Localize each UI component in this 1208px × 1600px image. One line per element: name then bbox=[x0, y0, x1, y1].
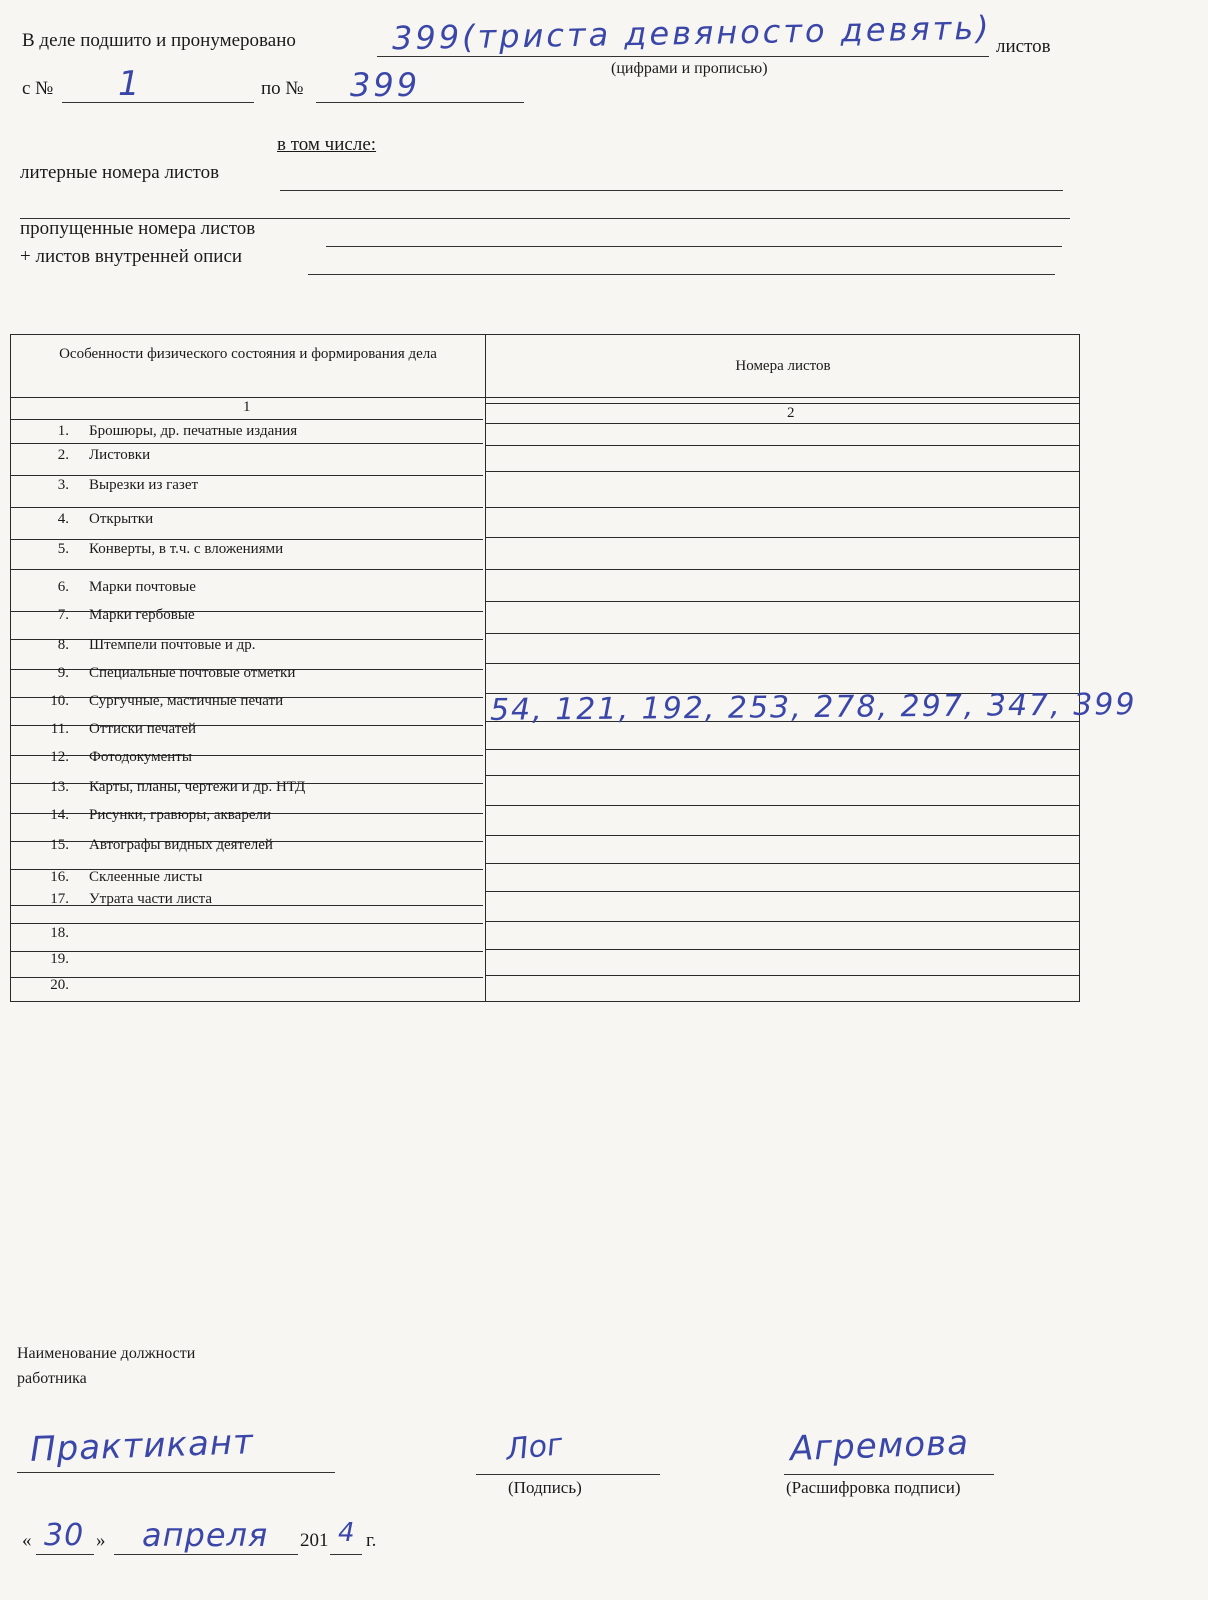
row-number: 8. bbox=[57, 637, 69, 653]
row-line bbox=[485, 835, 1079, 836]
row-label: Брошюры, др. печатные издания bbox=[89, 423, 298, 439]
row-number: 10. bbox=[50, 693, 69, 709]
column-divider bbox=[485, 335, 486, 1001]
seal-sheet-numbers: 54, 121, 192, 253, 278, 297, 347, 399 bbox=[489, 687, 1137, 728]
row-number: 17. bbox=[50, 891, 69, 907]
row-line bbox=[11, 507, 483, 508]
including-label: в том числе: bbox=[277, 134, 377, 155]
row-line bbox=[485, 863, 1079, 864]
filed-underline bbox=[377, 56, 989, 57]
row-number: 7. bbox=[57, 607, 69, 623]
row-number: 20. bbox=[50, 977, 69, 993]
header-divider bbox=[11, 397, 1079, 398]
digits-words-hint: (цифрами и прописью) bbox=[611, 60, 768, 77]
row-number: 6. bbox=[57, 579, 69, 595]
date-day-underline bbox=[36, 1554, 94, 1555]
row-label: Сургучные, мастичные печати bbox=[89, 693, 284, 709]
row-line bbox=[11, 755, 483, 756]
physical-condition-table bbox=[10, 334, 1080, 1002]
row-label: Вырезки из газет bbox=[89, 477, 199, 493]
row-line bbox=[485, 975, 1079, 976]
row-line bbox=[485, 921, 1079, 922]
col-number-divider-left bbox=[11, 419, 483, 420]
row-number: 3. bbox=[57, 477, 69, 493]
signature-decode-caption: (Расшифровка подписи) bbox=[786, 1478, 961, 1497]
row-line bbox=[485, 471, 1079, 472]
row-number: 9. bbox=[57, 665, 69, 681]
row-line bbox=[11, 475, 483, 476]
header-divider-right bbox=[485, 403, 1079, 404]
signature: Лог bbox=[504, 1427, 565, 1468]
col2-number: 2 bbox=[787, 405, 795, 421]
signature-caption: (Подпись) bbox=[508, 1478, 582, 1497]
row-number: 15. bbox=[50, 837, 69, 853]
row-line bbox=[485, 949, 1079, 950]
inner-inventory-underline bbox=[308, 274, 1055, 275]
position-handwritten: Практикант bbox=[29, 1422, 255, 1470]
row-number: 12. bbox=[50, 749, 69, 765]
row-line bbox=[11, 977, 483, 978]
filed-label: В деле подшито и пронумеровано bbox=[22, 30, 296, 51]
row-number: 11. bbox=[50, 721, 69, 737]
row-line bbox=[485, 507, 1079, 508]
date-month-underline bbox=[114, 1554, 298, 1555]
from-value: 1 bbox=[118, 64, 143, 104]
row-line bbox=[11, 539, 483, 540]
row-line bbox=[11, 569, 483, 570]
filed-handwritten: 399(триста девяносто девять) bbox=[391, 8, 992, 58]
row-line bbox=[485, 537, 1079, 538]
to-value: 399 bbox=[350, 66, 421, 104]
row-number: 14. bbox=[50, 807, 69, 823]
row-line bbox=[485, 633, 1079, 634]
row-label: Листовки bbox=[89, 447, 151, 463]
row-label: Фотодокументы bbox=[89, 749, 192, 765]
row-line bbox=[485, 601, 1079, 602]
row-line bbox=[11, 869, 483, 870]
row-line bbox=[11, 905, 483, 906]
date-month: апреля bbox=[142, 1516, 269, 1554]
col1-header: Особенности физического состояния и формирования дела bbox=[59, 346, 437, 362]
inner-inventory-label: + листов внутренней описи bbox=[20, 246, 243, 267]
date-suffix: г. bbox=[366, 1530, 377, 1551]
date-year-digit: 4 bbox=[338, 1518, 355, 1548]
row-number: 16. bbox=[50, 869, 69, 885]
row-label: Марки гербовые bbox=[89, 607, 195, 623]
row-number: 18. bbox=[50, 925, 69, 941]
row-number: 2. bbox=[57, 447, 69, 463]
sheets-suffix: листов bbox=[996, 36, 1051, 57]
row-line bbox=[485, 569, 1079, 570]
row-line bbox=[485, 663, 1079, 664]
row-number: 5. bbox=[57, 541, 69, 557]
row-label: Оттиски печатей bbox=[89, 721, 197, 737]
signature-decode-underline bbox=[784, 1474, 994, 1475]
row-label: Специальные почтовые отметки bbox=[89, 665, 296, 681]
missing-pages-label: пропущенные номера листов bbox=[20, 218, 256, 239]
col-number-divider-right bbox=[485, 423, 1079, 424]
position-label-1: Наименование должности bbox=[17, 1345, 196, 1362]
row-line bbox=[485, 445, 1079, 446]
from-underline bbox=[62, 102, 254, 103]
missing-pages-underline bbox=[326, 246, 1062, 247]
row-line bbox=[11, 725, 483, 726]
row-number: 19. bbox=[50, 951, 69, 967]
row-number: 4. bbox=[57, 511, 69, 527]
row-label: Автографы видных деятелей bbox=[89, 837, 273, 853]
row-line bbox=[11, 951, 483, 952]
signature-underline bbox=[476, 1474, 660, 1475]
position-label-2: работника bbox=[17, 1370, 87, 1387]
signature-decode-handwritten: Агремова bbox=[789, 1422, 970, 1470]
col2-header: Номера листов bbox=[735, 358, 831, 374]
date-day: 30 bbox=[44, 1518, 85, 1553]
row-label: Марки почтовые bbox=[89, 579, 196, 595]
row-number: 13. bbox=[50, 779, 69, 795]
row-label: Конверты, в т.ч. с вложениями bbox=[89, 541, 284, 557]
row-line bbox=[485, 775, 1079, 776]
letter-pages-underline bbox=[280, 190, 1063, 191]
row-line bbox=[485, 891, 1079, 892]
row-line bbox=[11, 923, 483, 924]
date-year-prefix: 201 bbox=[300, 1530, 329, 1551]
row-line bbox=[485, 749, 1079, 750]
row-label: Рисунки, гравюры, акварели bbox=[89, 807, 272, 823]
date-close-quote: » bbox=[96, 1530, 106, 1551]
row-label: Штемпели почтовые и др. bbox=[89, 637, 256, 653]
row-label: Карты, планы, чертежи и др. НТД bbox=[89, 779, 306, 795]
position-underline bbox=[17, 1472, 335, 1473]
date-year-underline bbox=[330, 1554, 362, 1555]
row-label: Утрата части листа bbox=[89, 891, 213, 907]
row-label: Склеенные листы bbox=[89, 869, 203, 885]
row-line bbox=[11, 443, 483, 444]
col1-number: 1 bbox=[243, 399, 251, 415]
from-label: с № bbox=[22, 78, 54, 99]
row-number: 1. bbox=[57, 423, 69, 439]
to-label: по № bbox=[261, 78, 304, 99]
row-label: Открытки bbox=[89, 511, 154, 527]
row-line bbox=[485, 805, 1079, 806]
row-line bbox=[11, 611, 483, 612]
date-open-quote: « bbox=[22, 1530, 32, 1551]
letter-pages-label: литерные номера листов bbox=[20, 162, 220, 183]
